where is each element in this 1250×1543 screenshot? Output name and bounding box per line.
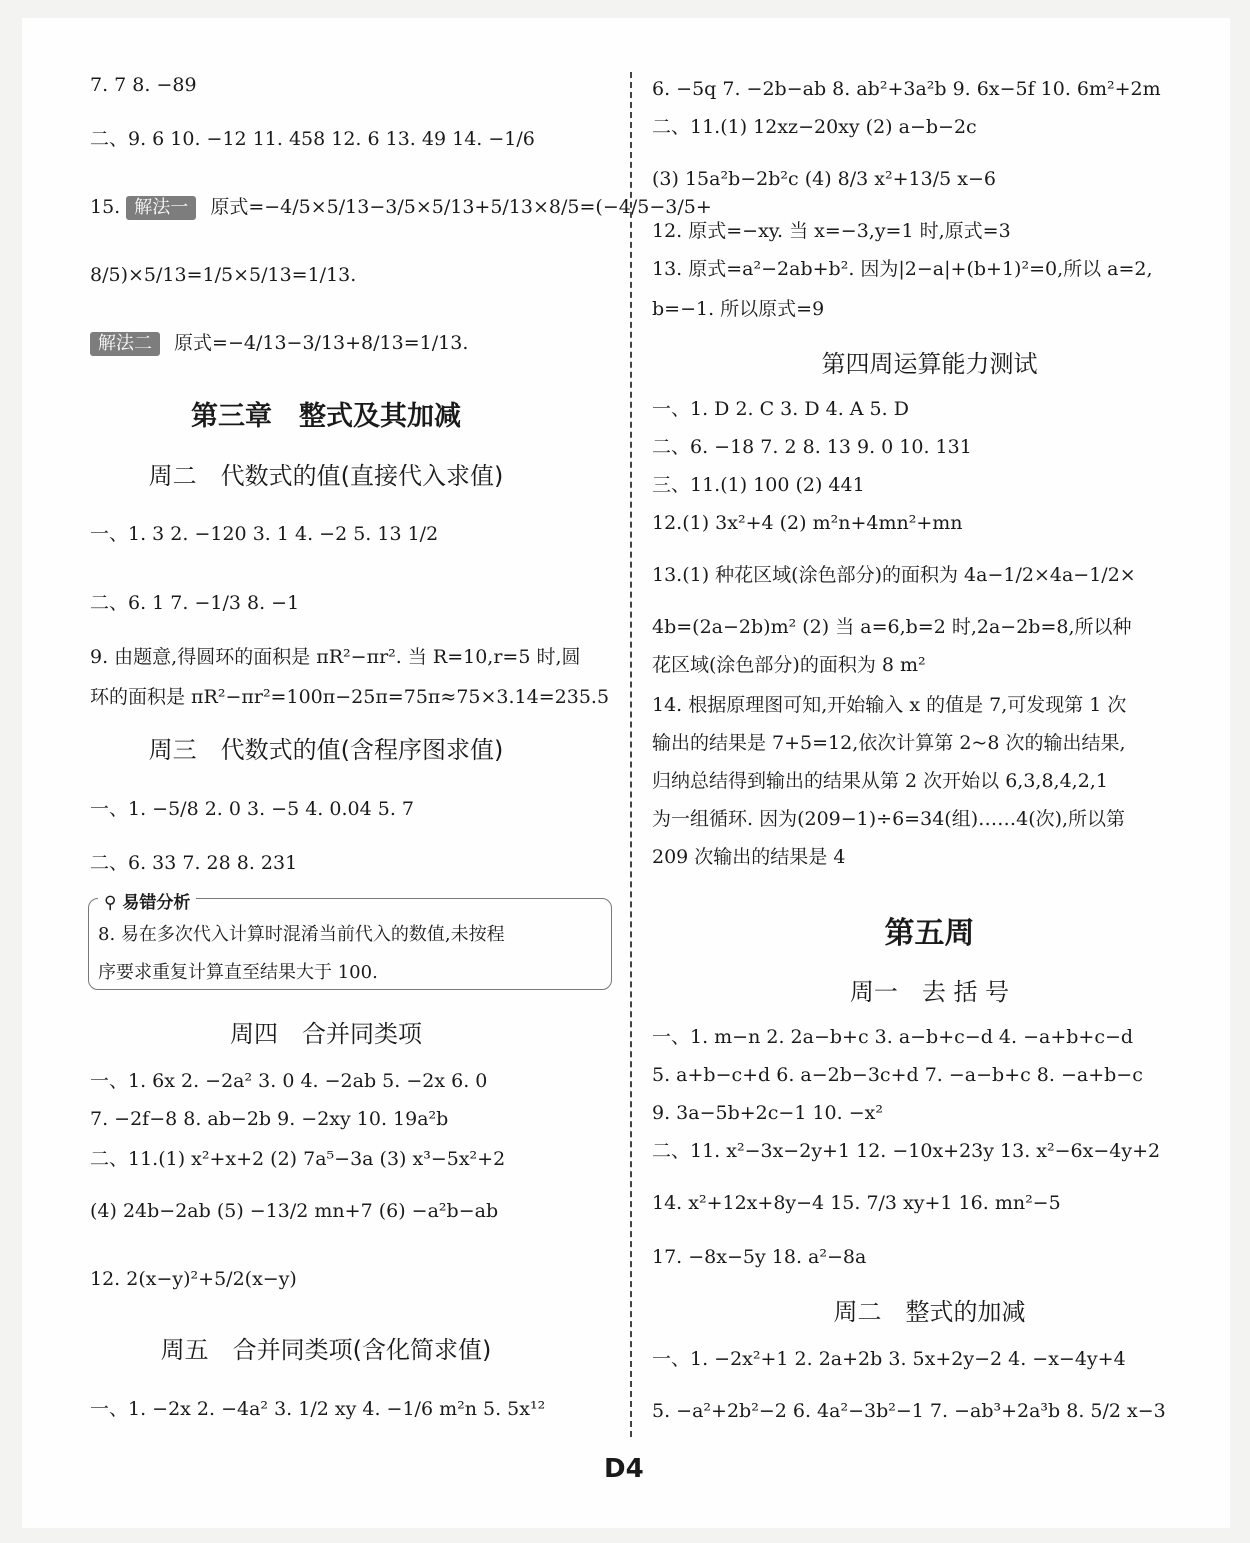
answer-line: 12. 2(x−y)²+5/2(x−y) — [90, 1268, 297, 1290]
answer-line: 13. 原式=a²−2ab+b². 因为|2−a|+(b+1)²=0,所以 a=2, — [652, 258, 1153, 280]
answer-line: 一、1. −2x²+1 2. 2a+2b 3. 5x+2y−2 4. −x−4y+4 — [652, 1348, 1126, 1370]
mistake-analysis-title: ⚲ 易错分析 — [98, 888, 196, 913]
page-number: D4 — [604, 1454, 644, 1484]
answer-line: 8/5)×5/13=1/5×5/13=1/13. — [90, 264, 357, 286]
week-title: 第五周 — [884, 916, 975, 951]
answer-line: (4) 24b−2ab (5) −13/2 mn+7 (6) −a²b−ab — [90, 1200, 499, 1222]
answer-line: 一、1. 6x 2. −2a² 3. 0 4. −2ab 5. −2x 6. 0 — [90, 1070, 488, 1092]
answer-line: 209 次输出的结果是 4 — [652, 846, 846, 868]
answer-line: 17. −8x−5y 18. a²−8a — [652, 1246, 867, 1268]
answer-line: 花区域(涂色部分)的面积为 8 m² — [652, 654, 926, 676]
answer-line: 二、9. 6 10. −12 11. 458 12. 6 13. 49 14. −1/6 — [90, 128, 535, 150]
answer-line: 7. 7 8. −89 — [90, 74, 197, 96]
answer-line: 一、1. 3 2. −120 3. 1 4. −2 5. 13 1/2 — [90, 523, 439, 545]
answer-line: 归纳总结得到输出的结果从第 2 次开始以 6,3,8,4,2,1 — [652, 770, 1108, 792]
answer-text: 原式=−4/5×5/13−3/5×5/13+5/13×8/5=(−4/5−3/5+ — [210, 196, 712, 218]
answer-line: 一、1. −2x 2. −4a² 3. 1/2 xy 4. −1/6 m²n 5. 5x¹² — [90, 1398, 546, 1420]
answer-line: 为一组循环. 因为(209−1)÷6=34(组)……4(次),所以第 — [652, 808, 1126, 830]
answer-line: 12. 原式=−xy. 当 x=−3,y=1 时,原式=3 — [652, 220, 1011, 242]
answer-line — [90, 332, 468, 356]
solution-tag: 解法一 — [126, 196, 196, 220]
answer-line: 5. a+b−c+d 6. a−2b−3c+d 7. −a−b+c 8. −a+b−c — [652, 1064, 1143, 1086]
answer-line: 6. −5q 7. −2b−ab 8. ab²+3a²b 9. 6x−5f 10. 6m²+2m — [652, 78, 1161, 100]
answer-line: 输出的结果是 7+5=12,依次计算第 2~8 次的输出结果, — [652, 732, 1126, 754]
answer-line: 二、11.(1) 12xz−20xy (2) a−b−2c — [652, 116, 977, 138]
answer-line: 一、1. D 2. C 3. D 4. A 5. D — [652, 398, 909, 420]
section-title: 周三 代数式的值(含程序图求值) — [148, 736, 504, 764]
answer-line: 14. 根据原理图可知,开始输入 x 的值是 7,可发现第 1 次 — [652, 694, 1127, 716]
answer-line: 二、6. 1 7. −1/3 8. −1 — [90, 592, 300, 614]
answer-line: 一、1. m−n 2. 2a−b+c 3. a−b+c−d 4. −a+b+c−d — [652, 1026, 1134, 1048]
answer-line: 三、11.(1) 100 (2) 441 — [652, 474, 865, 496]
answer-line: 环的面积是 πR²−πr²=100π−25π=75π≈75×3.14=235.5 — [90, 686, 610, 708]
answer-line: b=−1. 所以原式=9 — [652, 298, 825, 320]
section-title: 周一 去 括 号 — [849, 978, 1010, 1006]
answer-line: 二、11.(1) x²+x+2 (2) 7a⁵−3a (3) x³−5x²+2 — [90, 1148, 506, 1170]
answer-line: 13.(1) 种花区域(涂色部分)的面积为 4a−1/2×4a−1/2× — [652, 564, 1136, 586]
answer-line: 14. x²+12x+8y−4 15. 7/3 xy+1 16. mn²−5 — [652, 1192, 1061, 1214]
section-title: 周二 整式的加减 — [833, 1298, 1026, 1326]
section-title: 第四周运算能力测试 — [821, 350, 1038, 378]
answer-line: 4b=(2a−2b)m² (2) 当 a=6,b=2 时,2a−2b=8,所以种 — [652, 616, 1132, 638]
answer-line: (3) 15a²b−2b²c (4) 8/3 x²+13/5 x−6 — [652, 168, 996, 190]
mistake-text: 序要求重复计算直至结果大于 100. — [98, 962, 378, 983]
answer-line: 5. −a²+2b²−2 6. 4a²−3b²−1 7. −ab³+2a³b 8. 5/2 x−3 — [652, 1400, 1166, 1422]
section-title: 周五 合并同类项(含化简求值) — [160, 1336, 492, 1364]
chapter-title: 第三章 整式及其加减 — [191, 401, 461, 432]
answer-line: 二、11. x²−3x−2y+1 12. −10x+23y 13. x²−6x−4y+2 — [652, 1140, 1161, 1162]
answer-line: 二、6. −18 7. 2 8. 13 9. 0 10. 131 — [652, 436, 972, 458]
answer-line: 一、1. −5/8 2. 0 3. −5 4. 0.04 5. 7 — [90, 798, 414, 820]
answer-line — [90, 196, 712, 220]
answer-line: 7. −2f−8 8. ab−2b 9. −2xy 10. 19a²b — [90, 1108, 449, 1130]
answer-number: 15. — [90, 196, 121, 218]
answer-page — [22, 18, 1230, 1528]
section-title: 周四 合并同类项 — [230, 1020, 422, 1048]
answer-line: 12.(1) 3x²+4 (2) m²n+4mn²+mn — [652, 512, 963, 534]
section-title: 周二 代数式的值(直接代入求值) — [148, 462, 504, 490]
solution-tag: 解法二 — [90, 332, 160, 356]
answer-text: 原式=−4/13−3/13+8/13=1/13. — [174, 332, 469, 354]
search-icon: ⚲ — [104, 893, 117, 913]
column-divider — [630, 72, 632, 1437]
answer-line: 9. 3a−5b+2c−1 10. −x² — [652, 1102, 883, 1124]
answer-line: 二、6. 33 7. 28 8. 231 — [90, 852, 298, 874]
mistake-text: 8. 易在多次代入计算时混淆当前代入的数值,未按程 — [98, 924, 505, 945]
answer-line: 9. 由题意,得圆环的面积是 πR²−πr². 当 R=10,r=5 时,圆 — [90, 646, 581, 668]
